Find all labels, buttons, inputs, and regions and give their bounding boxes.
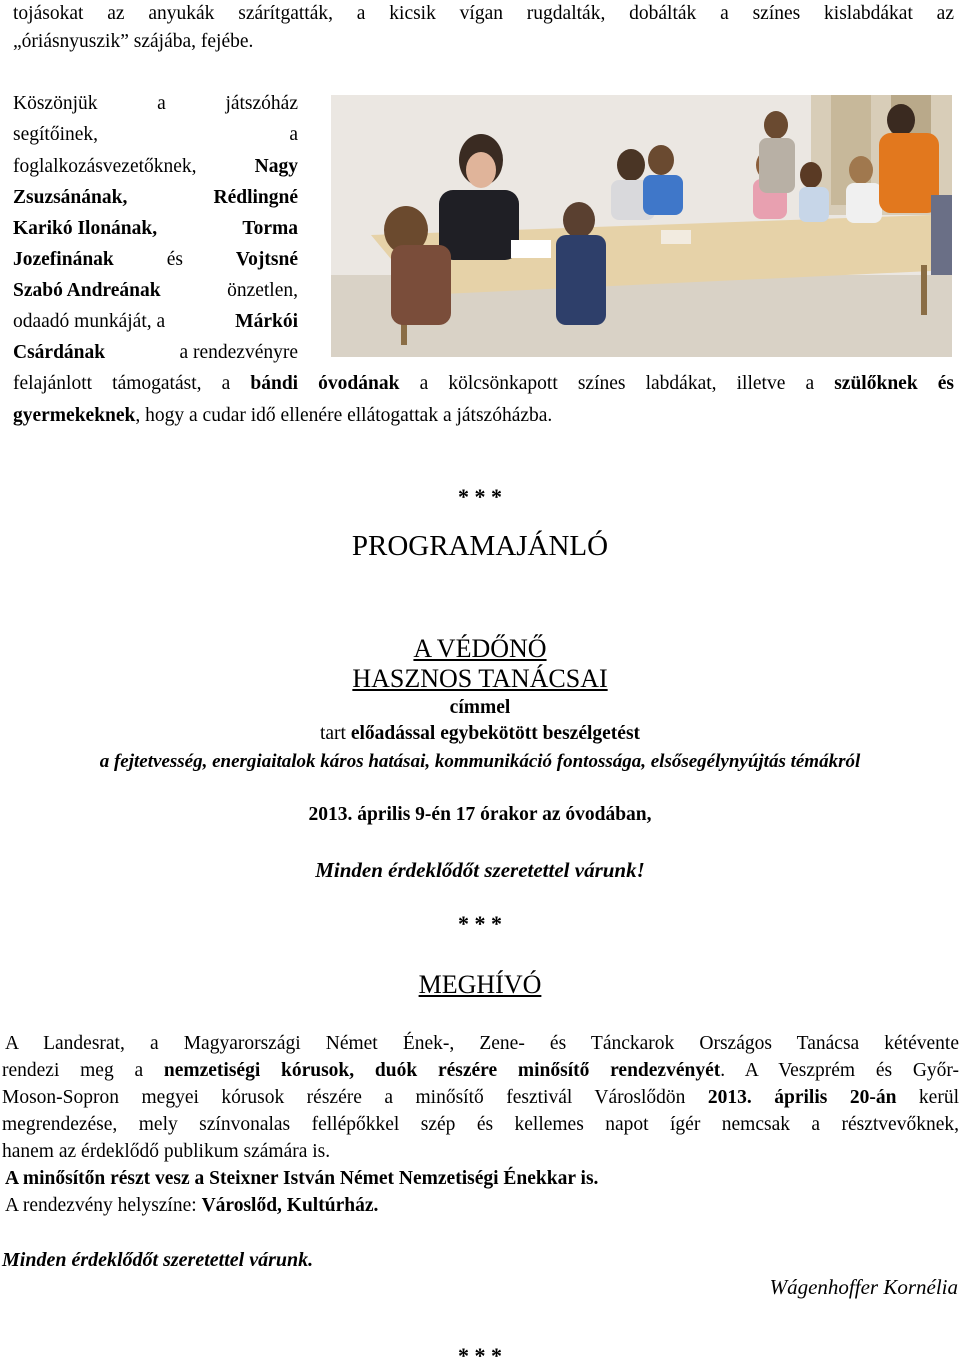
thanks-line-full [13,372,954,396]
text: segítőinek, [13,124,99,145]
thanks-line [13,248,298,272]
text: Jozefinának [13,249,114,270]
text: és [166,249,183,270]
text: Városlőd, Kultúrház. [201,1195,379,1216]
text: Vojtsné [235,249,298,270]
text: foglalkozásvezetőknek, [13,156,197,177]
playhouse-photo [331,95,952,357]
text: A rendezvény helyszíne: [5,1195,197,1216]
invite-line: megrendezése, mely színvonalas fellépőkkel szép és kellemes napot ígér nemcsak a résztvevőknek, [2,1114,959,1135]
welcome-text-2: Minden érdeklődőt szeretettel várunk. [2,1249,314,1271]
text: Zsuzsánának, [13,187,128,208]
text: Moson-Sopron megyei kórusok részére a minősítő fesztivál Városlődön [2,1087,686,1108]
text: kerül [918,1087,959,1108]
invite-line: A Landesrat, a Magyarországi Német Ének-, Zene- és Tánckarok Országos Tanácsa kétévente [5,1033,959,1054]
text: a rendezvényre [179,342,298,363]
text: rendezi meg a [2,1060,144,1081]
thanks-line [13,92,298,116]
thanks-line [13,123,298,147]
separator-stars: * * * [458,1343,502,1368]
text: a [289,124,298,145]
thanks-line [13,155,298,179]
event-title-line1: A VÉDŐNŐ [413,634,547,663]
invite-line [2,1086,959,1110]
thanks-line [13,310,298,334]
invite-line [2,1059,959,1083]
invite-line: hanem az érdeklődő publikum számára is. [2,1141,331,1162]
separator-stars: * * * [458,484,502,509]
text: . A Veszprém és Győr- [720,1060,960,1081]
thanks-line [13,217,298,241]
text: bándi óvodának [250,373,400,394]
invite-title: MEGHÍVÓ [418,970,542,999]
text: a [157,93,166,114]
program-title: PROGRAMAJÁNLÓ [351,530,609,562]
text: felajánlott támogatást, a [13,373,231,394]
invite-choir-note: A minősítőn részt vesz a Steixner István Német Nemzetiségi Énekkar is. [5,1168,599,1189]
text: Rédlingné [213,187,298,208]
text: szülőknek és [834,373,955,394]
text: játszóház [225,93,298,114]
text: a kölcsönkapott színes labdákat, illetve a [419,373,815,394]
thanks-line [13,279,298,303]
text: Márkói [235,311,298,332]
signature: Wágenhoffer Kornélia [769,1275,958,1299]
text: gyermekeknek [13,405,136,426]
text: önzetlen, [227,280,298,301]
text: Nagy [254,156,298,177]
thanks-line-full [13,404,552,428]
invite-venue [5,1194,378,1218]
welcome-text: Minden érdeklődőt szeretettel várunk! [315,858,645,882]
text: , hogy a cudar idő ellenére ellátogattak a játszóházba. [135,405,553,426]
event-topics: a fejtetvesség, energiaitalok káros hatásai, kommunikáció fontossága, elsősegélynyújtás témákról [99,751,861,772]
text: nemzetiségi kórusok, duók részére minősítő rendezvényét [163,1060,721,1081]
text: Torma [242,218,298,239]
intro-line-2: „óriásnyuszik” szájába, fejébe. [13,31,254,52]
text: tart [319,723,346,744]
text: Csárdának [13,342,106,363]
text: 2013. április 20-án [707,1087,897,1108]
cimmel-text: címmel [449,697,511,718]
text: előadással egybekötött beszélgetést [350,723,641,744]
intro-line-1: tojásokat az anyukák szárítgatták, a kicsik vígan rugdalták, dobálták a színes kislabdákat az [13,3,954,24]
event-date: 2013. április 9-én 17 órakor az óvodában, [308,804,652,825]
separator-stars: * * * [458,911,502,936]
thanks-line [13,341,298,365]
text: Szabó Andreának [13,280,161,301]
thanks-line [13,186,298,210]
event-title-line2: HASZNOS TANÁCSAI [352,664,608,693]
text: Karikó Ilonának, [13,218,158,239]
event-subtitle [0,723,960,745]
text: odaadó munkáját, a [13,311,166,332]
text: Köszönjük [13,93,98,114]
